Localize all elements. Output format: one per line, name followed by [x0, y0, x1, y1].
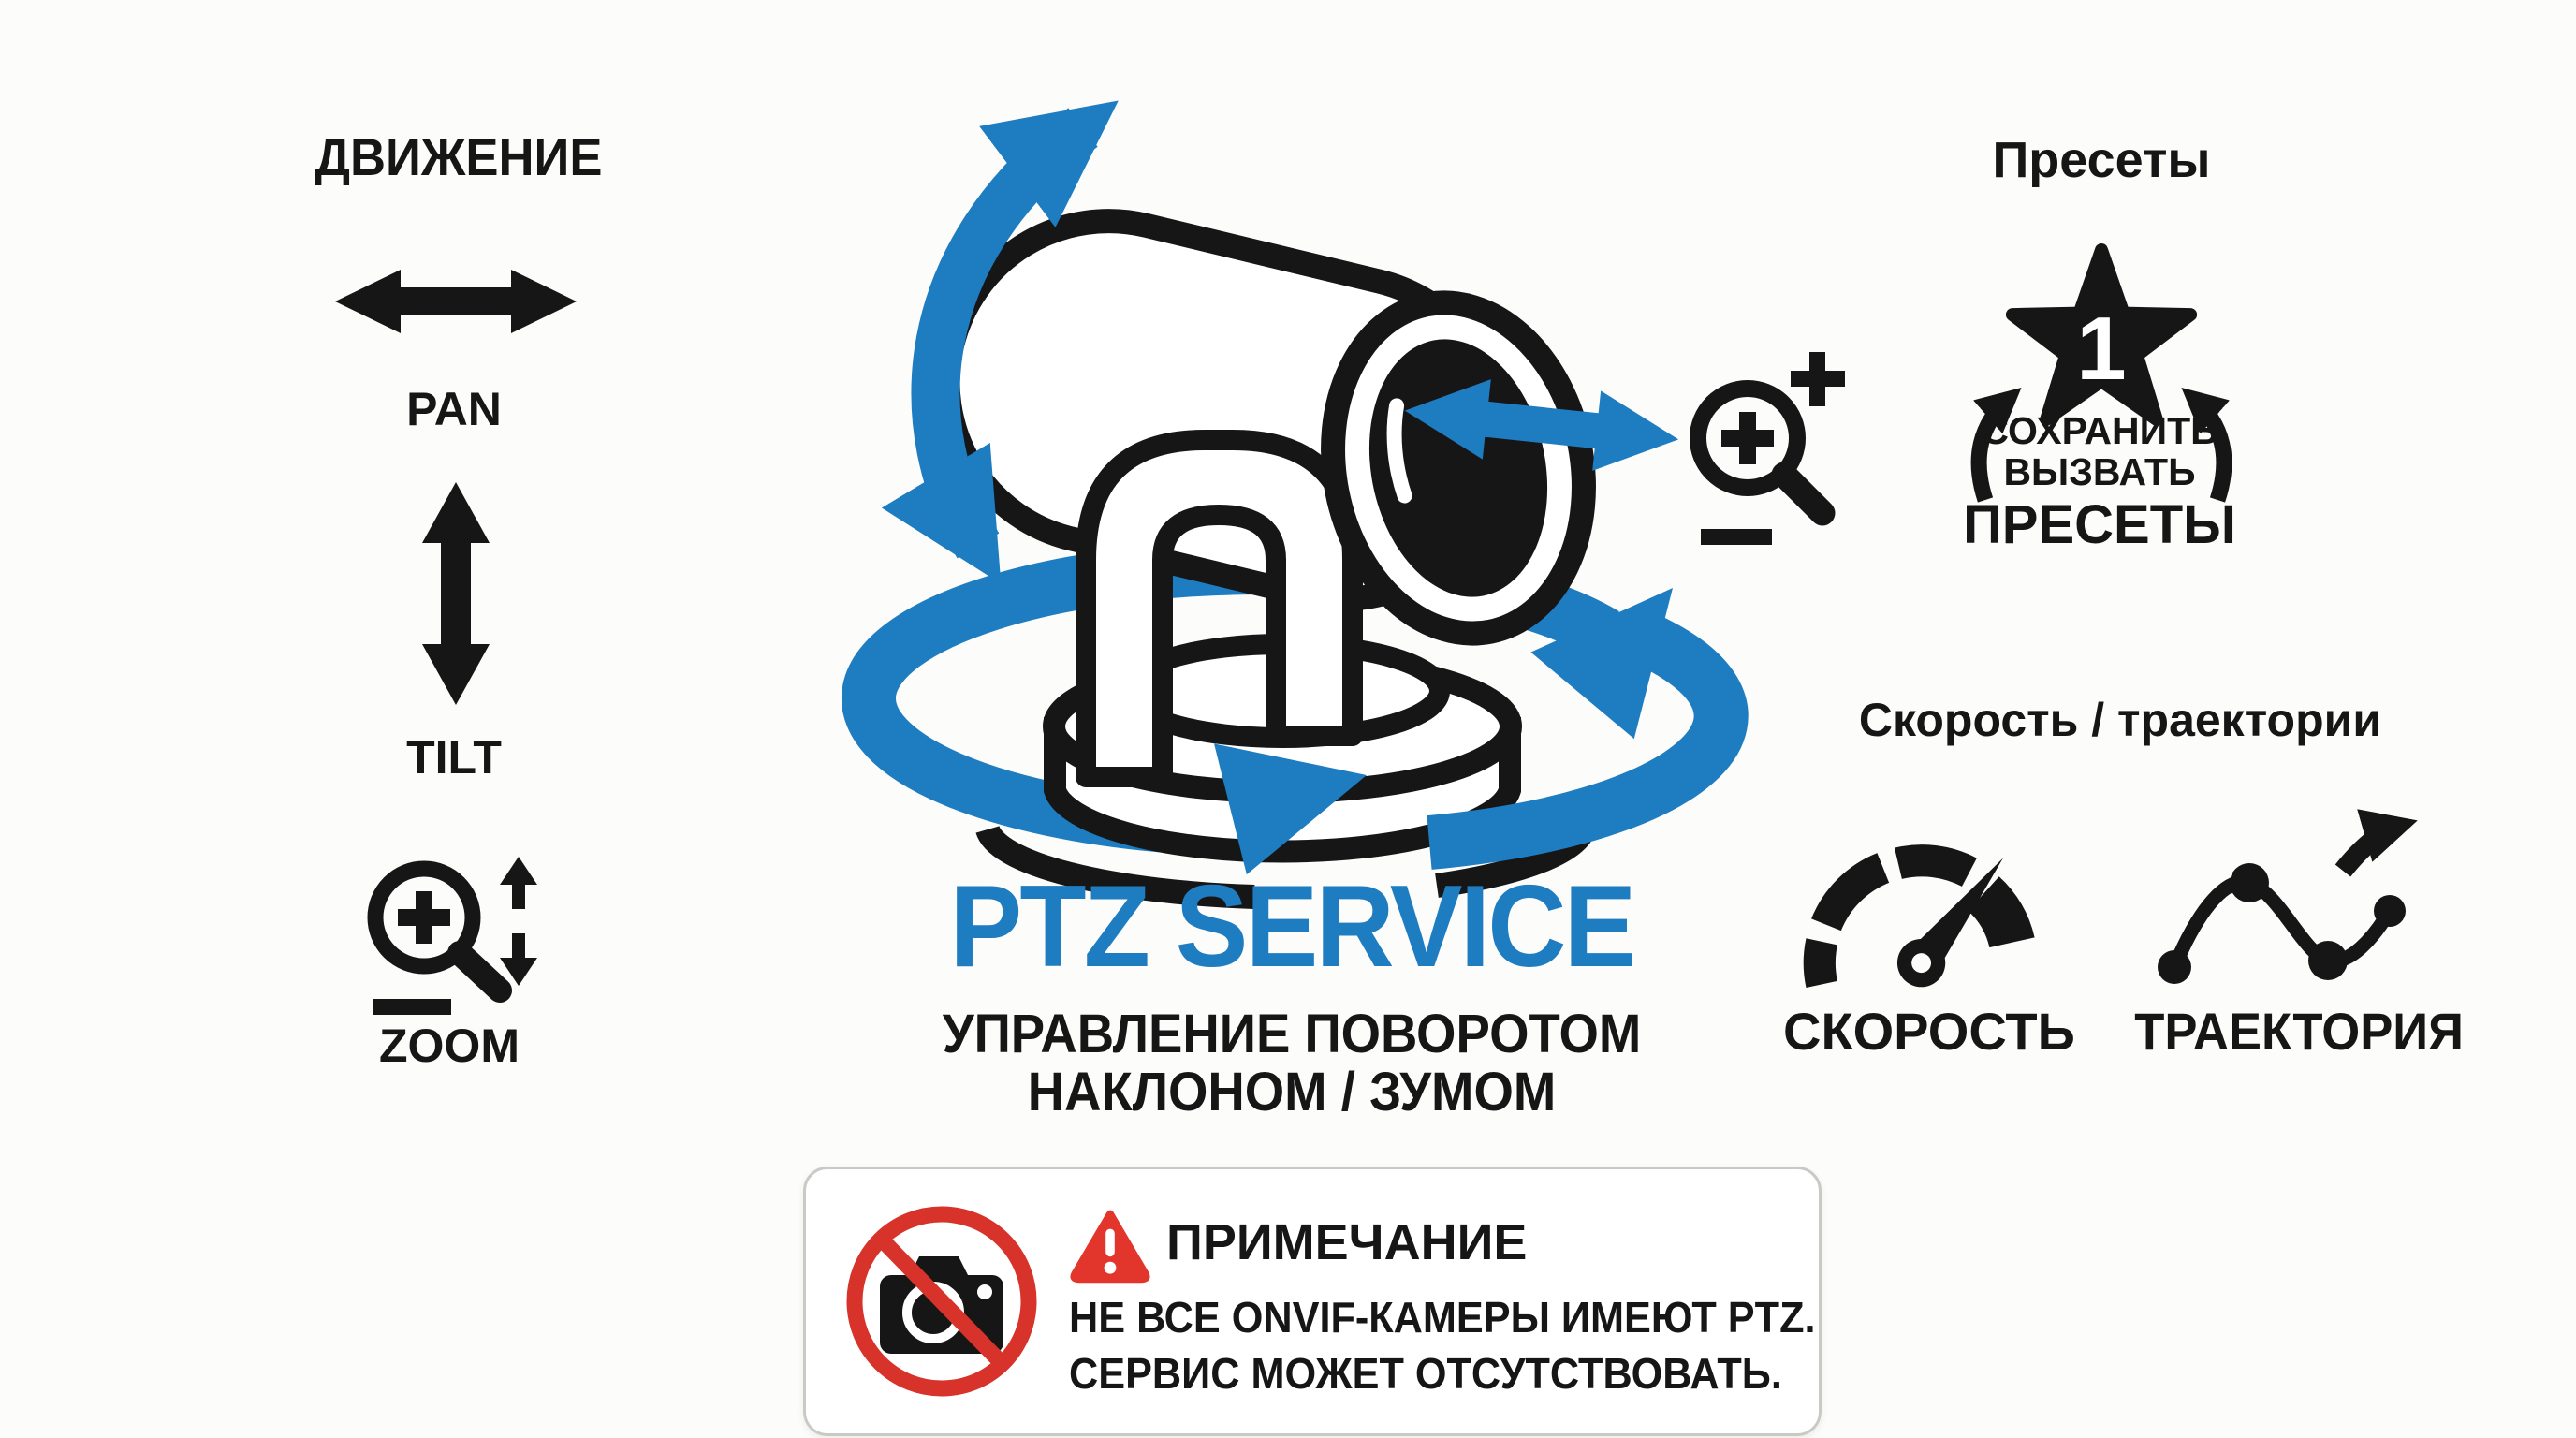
note-heading: ПРИМЕЧАНИЕ	[1166, 1214, 1528, 1270]
presets-recall-label: ВЫЗВАТЬ	[2003, 450, 2196, 493]
warning-triangle-icon	[1069, 1208, 1151, 1284]
note-line1: НЕ ВСЕ ONVIF-КАМЕРЫ ИМЕЮТ PTZ.	[1069, 1293, 1816, 1342]
tilt-arrow-icon	[414, 477, 498, 710]
zoom-label: ZOOM	[379, 1020, 520, 1072]
tilt-label: TILT	[406, 731, 502, 784]
no-camera-icon	[842, 1200, 1041, 1399]
presets-save-label: СОХРАНИТЬ	[1981, 409, 2218, 452]
speed-label: СКОРОСТЬ	[1783, 1002, 2075, 1061]
trajectory-label: ТРАЕКТОРИЯ	[2134, 1002, 2464, 1061]
presets-heading: Пресеты	[1992, 132, 2211, 188]
zoom-up-arrow-icon	[500, 857, 537, 885]
subtitle-line1: УПРАВЛЕНИЕ ПОВОРОТОМ	[942, 1004, 1642, 1064]
zoom-magnifier-icon	[354, 847, 546, 1025]
speedometer-icon	[1790, 798, 2056, 1008]
page-title: PTZ SERVICE	[949, 862, 1634, 991]
pan-arrow-icon	[329, 262, 582, 341]
zoom-minus-icon	[373, 999, 451, 1015]
presets-label: ПРЕСЕТЫ	[1963, 494, 2236, 555]
optical-zoom-magnifier-icon	[1680, 345, 1853, 565]
preset-number: 1	[2076, 299, 2127, 399]
zoom-out-minus-icon	[1701, 529, 1772, 545]
speed-trajectory-heading: Скорость / траектории	[1858, 694, 2382, 746]
movement-heading: ДВИЖЕНИЕ	[315, 127, 603, 186]
note-line2: СЕРВИС МОЖЕТ ОТСУТСТВОВАТЬ.	[1069, 1349, 1782, 1398]
trajectory-icon	[2148, 794, 2429, 1009]
pan-label: PAN	[406, 383, 502, 435]
zoom-direction-arrow	[1397, 367, 1687, 483]
subtitle-line2: НАКЛОНОМ / ЗУМОМ	[1027, 1062, 1557, 1123]
trajectory-arrow-icon	[2343, 826, 2399, 871]
